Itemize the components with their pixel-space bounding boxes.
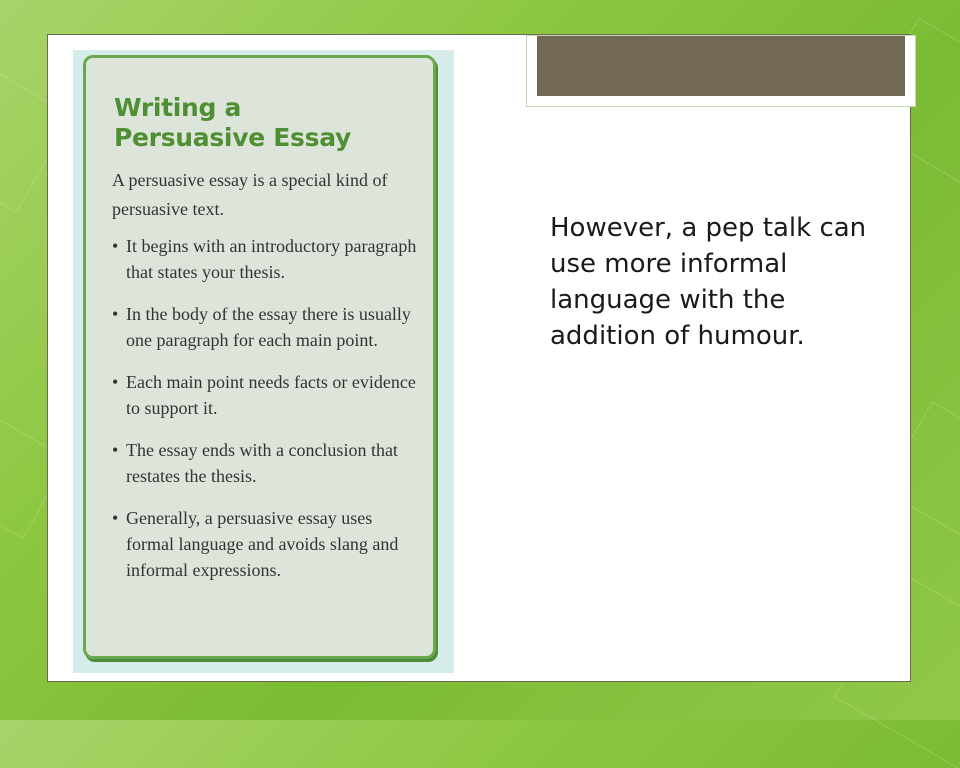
bullet-text: The essay ends with a conclusion that restates the thesis.: [126, 440, 398, 486]
title-placeholder-frame: [526, 35, 916, 107]
bullet-icon: •: [112, 508, 119, 528]
list-item: [112, 233, 417, 285]
list-item: [112, 437, 417, 489]
bullet-icon: •: [112, 304, 119, 324]
title-bar: [537, 36, 905, 96]
card-bullet-list: [112, 233, 417, 599]
bullet-icon: •: [112, 440, 119, 460]
list-item: [112, 505, 417, 583]
slide-body-text[interactable]: However, a pep talk can use more informal language with the addition of humour.: [550, 213, 867, 351]
bullet-icon: •: [112, 236, 119, 256]
card-title: [114, 93, 434, 153]
bullet-icon: •: [112, 372, 119, 392]
list-item: [112, 369, 417, 421]
card-title-line-1: Writing a: [114, 93, 242, 122]
list-item: [112, 301, 417, 353]
card-intro-text: A persuasive essay is a special kind of persuasive text.: [112, 170, 388, 219]
bullet-text: Generally, a persuasive essay uses formal language and avoids slang and informal expressions.: [126, 508, 399, 580]
bullet-text: It begins with an introductory paragraph that states your thesis.: [126, 236, 417, 282]
bullet-text: In the body of the essay there is usually one paragraph for each main point.: [126, 304, 411, 350]
bullet-text: Each main point needs facts or evidence to support it.: [126, 372, 416, 418]
card-title-line-2: Persuasive Essay: [114, 123, 351, 152]
